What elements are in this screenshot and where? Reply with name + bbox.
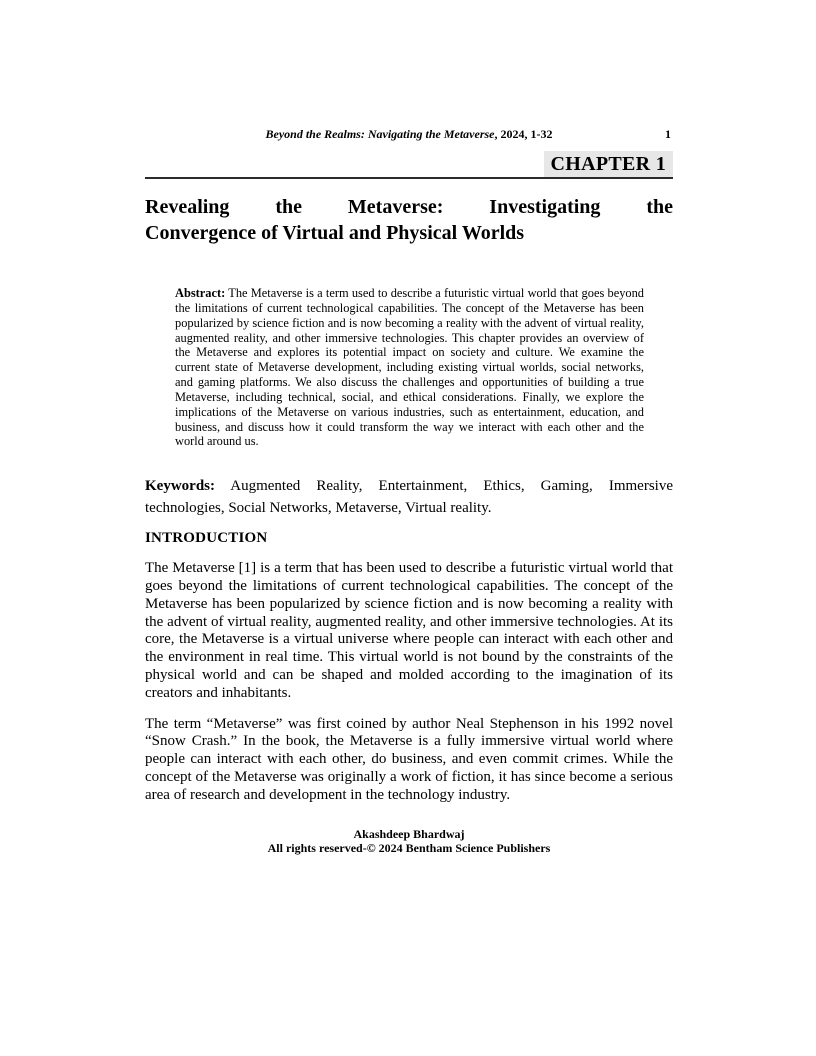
keywords-paragraph (145, 475, 673, 519)
footer-author: Akashdeep Bhardwaj (353, 826, 465, 841)
running-head-title: Beyond the Realms: Navigating the Metaverse (265, 127, 495, 141)
chapter-title (145, 194, 673, 246)
running-head-meta: , 2024, 1-32 (494, 127, 553, 141)
chapter-title-line2: Convergence of Virtual and Physical Worlds (145, 222, 525, 244)
section-heading-introduction: INTRODUCTION (145, 530, 268, 547)
page-footer (145, 827, 673, 856)
page-number: 1 (665, 127, 671, 141)
keywords-label: Keywords: (145, 478, 215, 495)
chapter-title-line1: Revealing the Metaverse: Investigating the (145, 196, 673, 218)
keywords-text: Augmented Reality, Entertainment, Ethics, Gaming, Immersive technologies, Social Networks, Metaverse, Virtual reality. (145, 478, 673, 517)
abstract-text: The Metaverse is a term used to describe a futuristic virtual world that goes beyond the limitations of current technological capabilities. The concept of the Metaverse has been popularized by science fiction and is now becoming a reality with the advent of virtual reality, augmented reality, and other immersive technologies. This chapter provides an overview of the Metaverse and explores its potential impact on society and culture. We examine the current state of Metaverse development, including existing virtual worlds, social networks, and gaming platforms. We also discuss the challenges and opportunities of building a true Metaverse, including technical, social, and ethical considerations. Finally, we explore the implications of the Metaverse on various industries, such as entertainment, education, and business, and discuss how it could transform the way we interact with each other and the world around us. (175, 286, 644, 449)
page-content (145, 0, 673, 856)
abstract-paragraph (175, 286, 644, 449)
intro-paragraph-1: The Metaverse [1] is a term that has been used to describe a futuristic virtual world that goes beyond the limitations of current technological capabilities. The concept of the Metaverse has been popularized by science fiction and is now becoming a reality with the advent of virtual reality, augmented reality, and other immersive technologies. At its core, the Metaverse is a virtual universe where people can interact with each other and the environment in real time. This virtual world is not bound by the constraints of the physical world and can be shaped and molded according to the imagination of its creators and inhabitants. (145, 560, 673, 701)
footer-copyright: All rights reserved-© 2024 Bentham Science Publishers (267, 841, 551, 856)
intro-paragraph-2: The term “Metaverse” was first coined by author Neal Stephenson in his 1992 novel “Snow Crash.” In the book, the Metaverse is a fully immersive virtual world where people can interact with each other, do business, and even commit crimes. While the concept of the Metaverse was originally a work of fiction, it has since become a serious area of research and development in the technology industry. (145, 715, 673, 803)
chapter-badge: CHAPTER 1 (544, 151, 673, 177)
chapter-rule (145, 151, 673, 179)
running-head (145, 127, 673, 141)
abstract-label: Abstract: (175, 286, 226, 300)
